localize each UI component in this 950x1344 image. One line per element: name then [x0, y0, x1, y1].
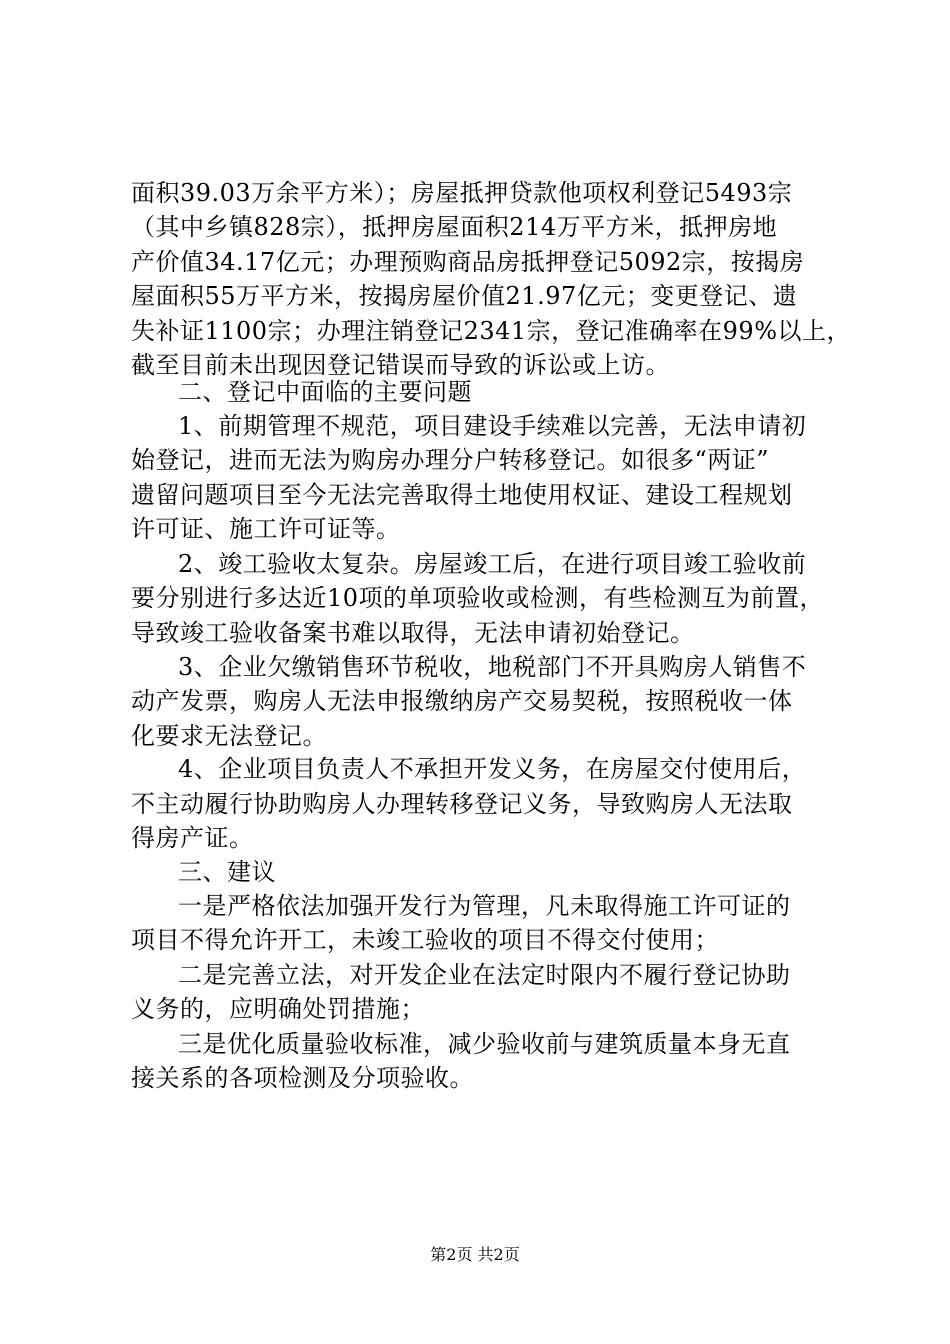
- body-text-line: 屋面积55万平方米，按揭房屋价值21.97亿元；变更登记、遗: [131, 282, 798, 310]
- body-text-line: 3、企业欠缴销售环节税收，地税部门不开具购房人销售不: [178, 653, 807, 681]
- body-text-line: 项目不得允许开工，未竣工验收的项目不得交付使用；: [131, 926, 719, 954]
- section-heading: 三、建议: [178, 858, 276, 886]
- body-text-line: 许可证、施工许可证等。: [131, 515, 401, 543]
- body-text-line: 化要求无法登记。: [131, 722, 327, 750]
- body-text-line: 产价值34.17亿元；办理预购商品房抵押登记5092宗，按揭房: [131, 248, 805, 276]
- body-text-line: 失补证1100宗；办理注销登记2341宗，登记准确率在99%以上，: [131, 317, 851, 345]
- body-text-line: 要分别进行多达近10项的单项验收或检测，有些检测互为前置，: [131, 584, 825, 612]
- section-heading: 二、登记中面临的主要问题: [178, 378, 472, 406]
- body-text-line: 导致竣工验收备案书难以取得，无法申请初始登记。: [131, 619, 695, 647]
- body-text-line: 1、前期管理不规范，项目建设手续难以完善，无法申请初: [178, 412, 807, 440]
- body-text-line: 始登记，进而无法为购房办理分户转移登记。如很多“两证”: [131, 446, 770, 474]
- body-text-line: 二是完善立法，对开发企业在法定时限内不履行登记协助: [178, 961, 791, 989]
- body-text-line: 不主动履行协助购房人办理转移登记义务，导致购房人无法取: [131, 790, 793, 818]
- body-text-line: 截至目前未出现因登记错误而导致的诉讼或上访。: [131, 351, 670, 379]
- body-text-line: 三是优化质量验收标准，减少验收前与建筑质量本身无直: [178, 1030, 791, 1058]
- body-text-line: 2、竣工验收太复杂。房屋竣工后，在进行项目竣工验收前: [178, 550, 807, 578]
- body-text-line: 动产发票，购房人无法申报缴纳房产交易契税，按照税收一体: [131, 687, 793, 715]
- body-text-line: （其中乡镇828宗），抵押房屋面积214万平方米，抵押房地: [131, 213, 778, 241]
- body-text-line: 遗留问题项目至今无法完善取得土地使用权证、建设工程规划: [131, 481, 793, 509]
- body-text-line: 面积39.03万余平方米）；房屋抵押贷款他项权利登记5493宗: [131, 179, 793, 207]
- body-text-line: 得房产证。: [131, 824, 254, 852]
- body-text-line: 接关系的各项检测及分项验收。: [131, 1064, 474, 1092]
- body-text-line: 一是严格依法加强开发行为管理，凡未取得施工许可证的: [178, 892, 791, 920]
- body-text-line: 义务的，应明确处罚措施；: [131, 995, 425, 1023]
- body-text-line: 4、企业项目负责人不承担开发义务，在房屋交付使用后，: [178, 755, 807, 783]
- page-number-footer: 第2页 共2页: [430, 1245, 520, 1264]
